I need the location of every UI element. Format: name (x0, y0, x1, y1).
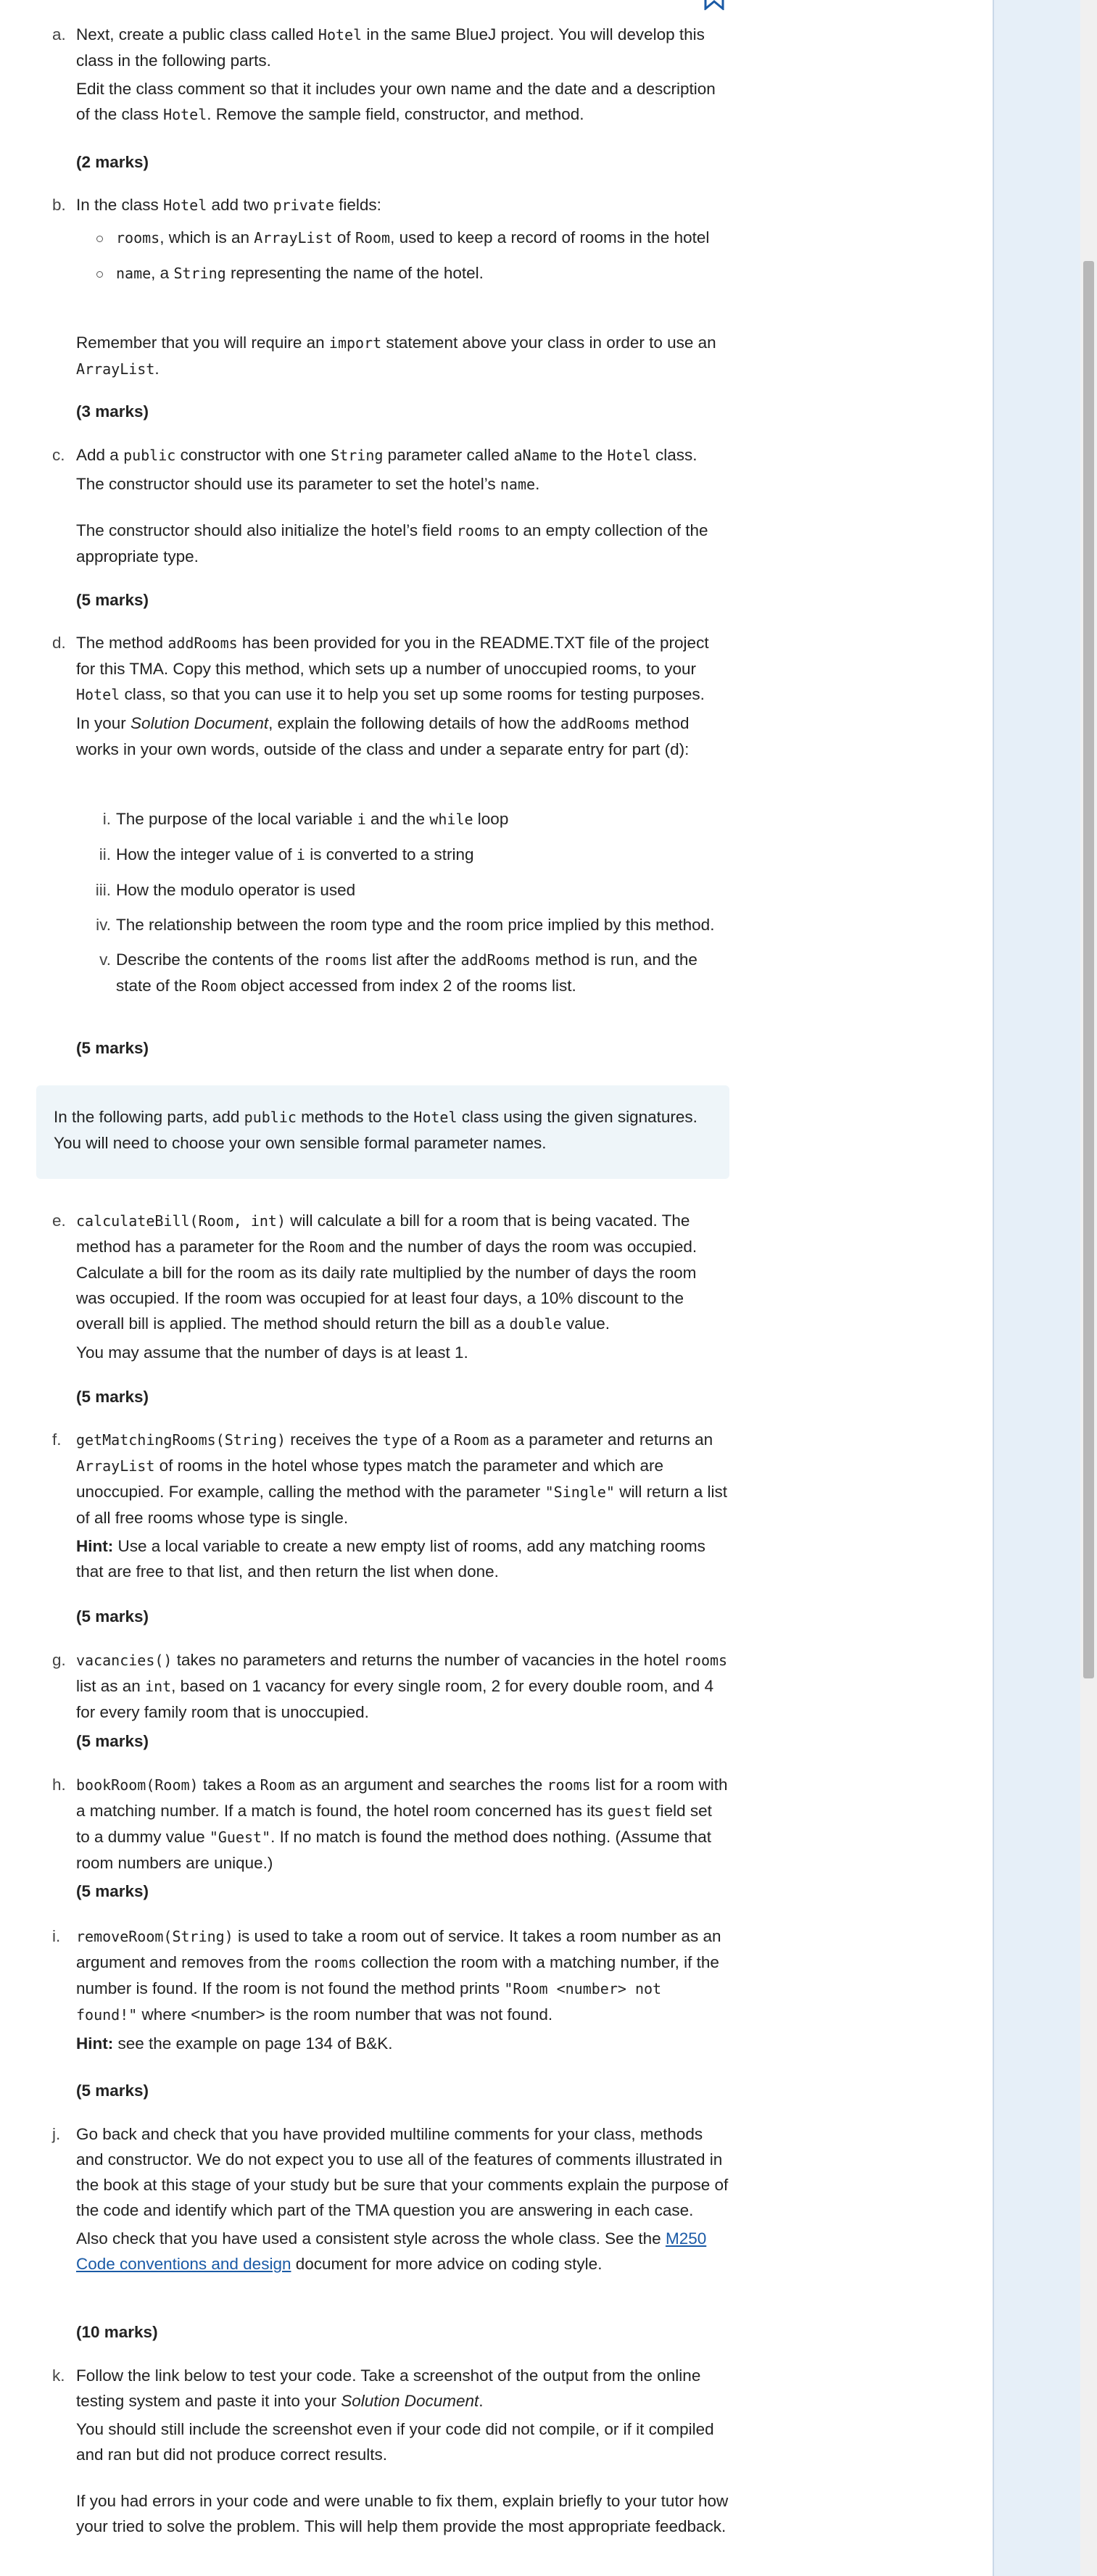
code-conventions-link[interactable]: M250 Code conventions and design (76, 2229, 707, 2273)
top-decoration (75, 0, 293, 4)
list-item: iii. How the modulo operator is used (95, 881, 356, 899)
part-b-text: In the class Hotel add two private fields: (76, 196, 381, 214)
list-item: iv. The relationship between the room type and the room price implied by this method. (96, 916, 715, 934)
part-a-marker: a. (52, 25, 66, 44)
part-c-init-note: The constructor should also initialize the hotel’s field rooms to an empty collection of the appropriate type. (76, 521, 708, 566)
part-g-marker: g. (52, 1651, 66, 1669)
part-f-marker: f. (52, 1430, 62, 1449)
list-item: i. The purpose of the local variable i and the while loop (102, 810, 509, 828)
part-b-import-note: Remember that you will require an import statement above your class in order to use an ArrayList. (76, 334, 716, 378)
part-c-marks: (5 marks) (76, 591, 149, 609)
part-k: k. Follow the link below to test your code. Take a screenshot of the output from the online testing system and paste it into your Solution Document. You should still include the screenshot even if your code did not compile, or if it compiled and ran but did not produce correct results. (36, 2363, 729, 2467)
part-c-marker: c. (52, 446, 65, 464)
part-j-marker: j. (52, 2125, 61, 2143)
part-e-marker: e. (52, 1212, 66, 1230)
part-a-marks: (2 marks) (76, 153, 149, 171)
part-h: h. bookRoom(Room) takes a Room as an argument and searches the rooms list for a room with a matching number. If a match is found, the hotel room concerned has its guest field set to a dummy value "Guest". If no match is found the method does nothing. (Assume that room numbers are unique.) (36, 1772, 729, 1876)
part-d-marks: (5 marks) (76, 1039, 149, 1057)
part-b-field-list (36, 225, 729, 296)
part-h-marks: (5 marks) (76, 1882, 149, 1900)
part-g-marks: (5 marks) (76, 1732, 149, 1750)
list-item: rooms, which is an ArrayList of Room, used to keep a record of rooms in the hotel (76, 225, 729, 251)
part-d-sublist (36, 806, 729, 1009)
part-a-text-2: Edit the class comment so that it includes your own name and the date and a description of the class Hotel. Remove the sample field, constructor, and method. (76, 80, 716, 123)
part-j: j. Go back and check that you have provided multiline comments for your class, methods and constructor. We do not expect you to use all of the features of comments illustrated in the book at this stage of your study but be sure that your comments explain the purpose of the code and identify which part of the TMA question you are answering in each case. Also check that you have used a consistent style across the whole class. See the M250 Code conventions and design document for more advice on coding style. (36, 2121, 729, 2277)
part-i: i. removeRoom(String) is used to take a room out of service. It takes a room number as an argument and removes from the rooms collection the room with a matching number, if the number is found. If the room is not found the method prints "Room <number> not found!" where <number> is the room number that was not found. Hint: see the example on page 134 of B&K. (36, 1923, 729, 2056)
part-b (36, 192, 729, 218)
list-item: v. Describe the contents of the rooms list after the addRooms method is run, and the state of the Room object accessed from index 2 of the rooms list. (99, 951, 697, 995)
part-i-marks: (5 marks) (76, 2082, 149, 2100)
part-d-marker: d. (52, 634, 66, 652)
part-e-marks: (5 marks) (76, 1388, 149, 1406)
list-item: name, a String representing the name of the hotel. (76, 260, 729, 286)
bookmark-icon[interactable] (702, 0, 726, 10)
part-b-marks: (3 marks) (76, 402, 149, 421)
part-a (36, 22, 729, 128)
part-k-errors-note: If you had errors in your code and were unable to fix them, explain briefly to your tutor how your tried to solve the problem. This will help them provide the most appropriate feedback. (76, 2492, 729, 2535)
part-c: c. Add a public constructor with one String parameter called aName to the Hotel class. The constructor should use its parameter to set the hotel’s name. (36, 442, 729, 497)
part-d: d. The method addRooms has been provided for you in the README.TXT file of the project for this TMA. Copy this method, which sets up a number of unoccupied rooms, to your Hotel class, so that you can use it to help you set up some rooms for testing purposes. In your Solution Document, explain the following details of how the addRooms method works in your own words, outside of the class and under a separate entry for part (d): (36, 630, 729, 762)
part-f-marks: (5 marks) (76, 1607, 149, 1625)
part-j-marks: (10 marks) (76, 2323, 158, 2341)
part-h-marker: h. (52, 1776, 66, 1794)
list-item: ii. How the integer value of i is converted to a string (99, 845, 474, 864)
part-i-marker: i. (52, 1927, 61, 1945)
part-b-marker: b. (52, 196, 66, 214)
part-g: g. vacancies() takes no parameters and returns the number of vacancies in the hotel rooms list as an int, based on 1 vacancy for every single room, 2 for every double room, and 4 for every family room that is unoccupied. (36, 1647, 729, 1725)
scrollbar-thumb[interactable] (1083, 261, 1094, 1678)
part-a-text: Next, create a public class called Hotel in the same BlueJ project. You will develop this class in the following parts. (76, 25, 705, 70)
part-e: e. calculateBill(Room, int) will calculate a bill for a room that is being vacated. The method has a parameter for the Room and the number of days the room was occupied. Calculate a bill for the room as its daily rate multiplied by the number of days the room was occupied. If the room was occupied for at least four days, a 10% discount to the overall bill is applied. The method should return the bill as a double value. You may assume that the number of days is at least 1. (36, 1208, 729, 1365)
part-f: f. getMatchingRooms(String) receives the type of a Room as a parameter and returns an ArrayList of rooms in the hotel whose types match the parameter and which are unoccupied. For example, calling the method with the parameter "Single" will return a list of all free rooms whose type is single. Hint: Use a local variable to create a new empty list of rooms, add any matching rooms that are free to that list, and then return the list when done. (36, 1427, 729, 1584)
part-k-marker: k. (52, 2366, 65, 2385)
public-methods-callout: In the following parts, add public methods to the Hotel class using the given signatures. You will need to choose your own sensible formal parameter names. (36, 1085, 729, 1179)
